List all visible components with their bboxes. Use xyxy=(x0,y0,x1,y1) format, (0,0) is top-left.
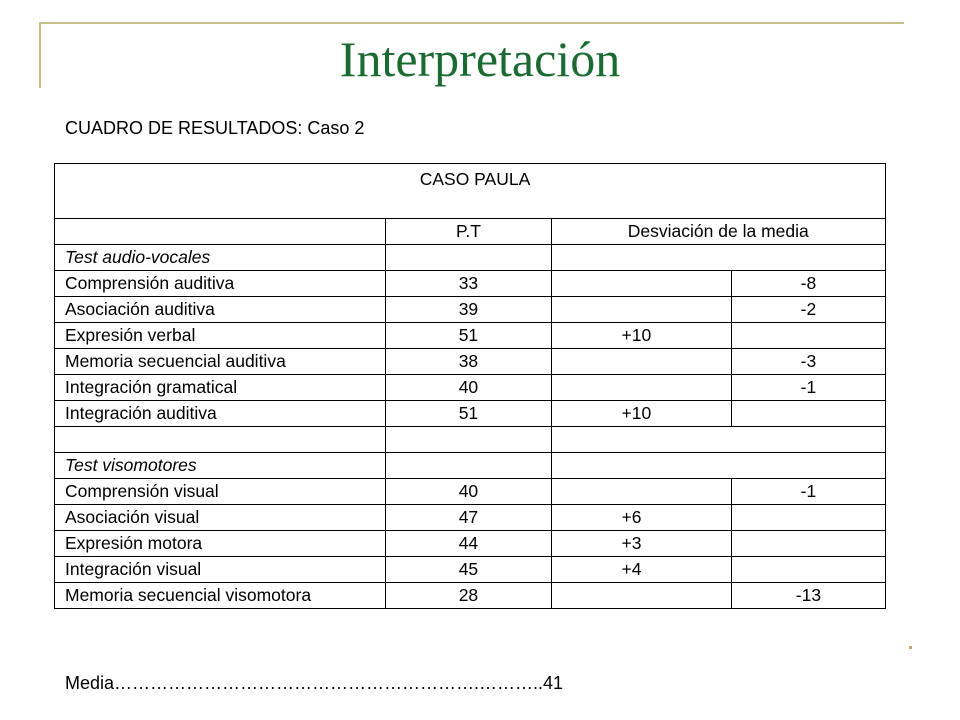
empty-cell xyxy=(386,453,551,479)
table-row xyxy=(55,401,886,427)
header-pt: P.T xyxy=(386,219,551,245)
empty-cell xyxy=(551,453,885,479)
pt-score-cell: 51 xyxy=(386,323,551,349)
empty-cell xyxy=(551,245,885,271)
table-row xyxy=(55,557,886,583)
positive-deviation-cell xyxy=(551,271,731,297)
negative-deviation-cell xyxy=(731,557,885,583)
positive-deviation-cell: +4 xyxy=(551,557,731,583)
table-row xyxy=(55,375,886,401)
empty-cell xyxy=(551,427,885,453)
pt-score-cell: 40 xyxy=(386,375,551,401)
table-row xyxy=(55,323,886,349)
negative-deviation-cell xyxy=(731,401,885,427)
header-deviation: Desviación de la media xyxy=(551,219,885,245)
results-table xyxy=(54,163,886,609)
section-row xyxy=(55,245,886,271)
positive-deviation-cell xyxy=(551,297,731,323)
positive-deviation-cell xyxy=(551,375,731,401)
test-name-cell: Expresión motora xyxy=(55,531,386,557)
pt-score-cell: 40 xyxy=(386,479,551,505)
pt-score-cell: 51 xyxy=(386,401,551,427)
test-name-cell: Comprensión visual xyxy=(55,479,386,505)
pt-score-cell: 38 xyxy=(386,349,551,375)
negative-deviation-cell: -2 xyxy=(731,297,885,323)
test-name-cell: Integración auditiva xyxy=(55,401,386,427)
positive-deviation-cell xyxy=(551,479,731,505)
negative-deviation-cell xyxy=(731,323,885,349)
table-row xyxy=(55,583,886,609)
case-title: CASO PAULA xyxy=(55,164,886,219)
test-name-cell: Integración visual xyxy=(55,557,386,583)
header-row xyxy=(55,219,886,245)
section-label-visomotor: Test visomotores xyxy=(55,453,386,479)
positive-deviation-cell: +10 xyxy=(551,401,731,427)
negative-deviation-cell xyxy=(731,531,885,557)
negative-deviation-cell: -8 xyxy=(731,271,885,297)
empty-cell xyxy=(386,427,551,453)
positive-deviation-cell: +3 xyxy=(551,531,731,557)
table-row xyxy=(55,297,886,323)
pt-score-cell: 33 xyxy=(386,271,551,297)
empty-cell xyxy=(55,427,386,453)
positive-deviation-cell: +10 xyxy=(551,323,731,349)
positive-deviation-cell: +6 xyxy=(551,505,731,531)
table-row xyxy=(55,505,886,531)
top-accent-line xyxy=(40,22,904,24)
pt-score-cell: 45 xyxy=(386,557,551,583)
test-name-cell: Comprensión auditiva xyxy=(55,271,386,297)
case-title-row xyxy=(55,164,886,219)
slide-title: Interpretación xyxy=(339,31,621,87)
test-name-cell: Expresión verbal xyxy=(55,323,386,349)
pt-score-cell: 44 xyxy=(386,531,551,557)
negative-deviation-cell: -1 xyxy=(731,375,885,401)
test-name-cell: Asociación auditiva xyxy=(55,297,386,323)
test-name-cell: Integración gramatical xyxy=(55,375,386,401)
negative-deviation-cell: -13 xyxy=(731,583,885,609)
test-name-cell: Memoria secuencial auditiva xyxy=(55,349,386,375)
test-name-cell: Memoria secuencial visomotora xyxy=(55,583,386,609)
results-subtitle: CUADRO DE RESULTADOS: Caso 2 xyxy=(65,118,365,138)
test-name-cell: Asociación visual xyxy=(55,505,386,531)
media-line: Media…………………………………………………….………..41 xyxy=(65,673,564,693)
negative-deviation-cell: -3 xyxy=(731,349,885,375)
negative-deviation-cell: -1 xyxy=(731,479,885,505)
negative-deviation-cell xyxy=(731,505,885,531)
decorative-dot xyxy=(909,646,912,649)
table-row xyxy=(55,271,886,297)
table-row xyxy=(55,479,886,505)
positive-deviation-cell xyxy=(551,583,731,609)
table-row xyxy=(55,349,886,375)
spacer-row xyxy=(55,427,886,453)
header-empty-cell xyxy=(55,219,386,245)
positive-deviation-cell xyxy=(551,349,731,375)
pt-score-cell: 39 xyxy=(386,297,551,323)
section-label-audio: Test audio-vocales xyxy=(55,245,386,271)
pt-score-cell: 47 xyxy=(386,505,551,531)
empty-cell xyxy=(386,245,551,271)
section-row xyxy=(55,453,886,479)
table-row xyxy=(55,531,886,557)
pt-score-cell: 28 xyxy=(386,583,551,609)
